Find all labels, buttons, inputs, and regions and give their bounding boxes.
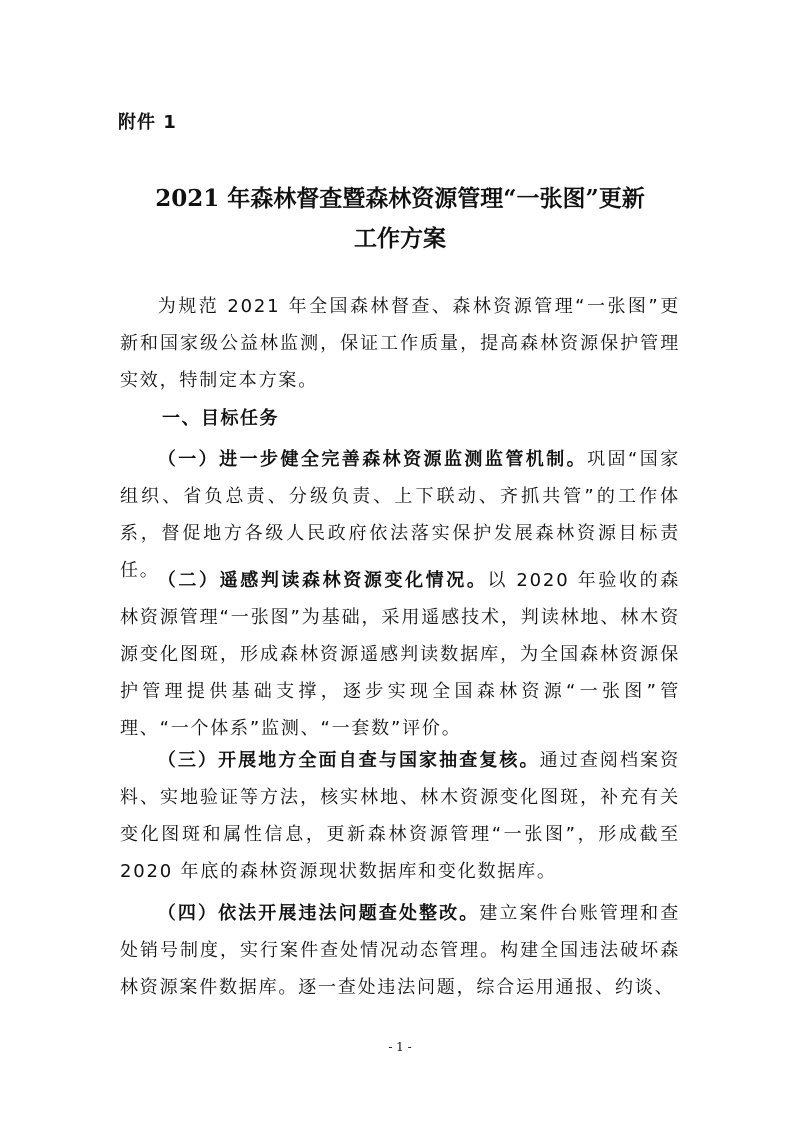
- attachment-label: 附件 1: [118, 112, 177, 133]
- document-title-line-2: 工作方案: [354, 225, 446, 252]
- document-title-line-1: 2021 年森林督查暨森林资源管理“一张图”更新: [155, 185, 645, 212]
- task-3-lead: （三）开展地方全面自查与国家抽查复核。: [157, 750, 540, 771]
- task-1-body: 巩固“国家组织、省负总责、分级负责、上下联动、齐抓共管”的工作体系，督促地方各级人民政府依法落实保护发展森林资源目标责任。: [120, 449, 680, 581]
- task-4-body: 建立案件台账管理和查处销号制度，实行案件查处情况动态管理。构建全国违法破坏森林资源案件数据库。逐一查处违法问题，综合运用通报、约谈、: [120, 903, 680, 998]
- intro-paragraph: 为规范 2021 年全国森林督查、森林资源管理“一张图”更新和国家级公益林监测，保证工作质量，提高森林资源保护管理实效，特制定本方案。: [120, 296, 680, 391]
- task-2-lead: （二）遥感判读森林资源变化情况。: [157, 570, 488, 591]
- task-1-lead: （一）进一步健全完善森林资源监测监管机制。: [157, 449, 588, 470]
- task-4-lead: （四）依法开展违法问题查处整改。: [157, 903, 480, 924]
- section-heading: 一、目标任务: [162, 408, 279, 429]
- task-paragraph-2: [120, 562, 680, 747]
- task-3-body: 通过查阅档案资料、实地验证等方法，核实林地、林木资源变化图斑，补充有关变化图斑和属性信息，更新森林资源管理“一张图”，形成截至 2020 年底的森林资源现状数据库和变化数据库。: [120, 750, 680, 882]
- task-2-body: 以 2020 年验收的森林资源管理“一张图”为基础，采用遥感技术，判读林地、林木资源变化图斑，形成森林资源遥感判读数据库，为全国森林资源保护管理提供基础支撑，逐步实现全国森林资源“一张图”管理、“一个体系”监测、“一套数”评价。: [120, 570, 680, 739]
- page-number: - 1 -: [388, 1040, 412, 1054]
- task-paragraph-3: [120, 742, 680, 890]
- task-paragraph-4: [120, 895, 680, 1006]
